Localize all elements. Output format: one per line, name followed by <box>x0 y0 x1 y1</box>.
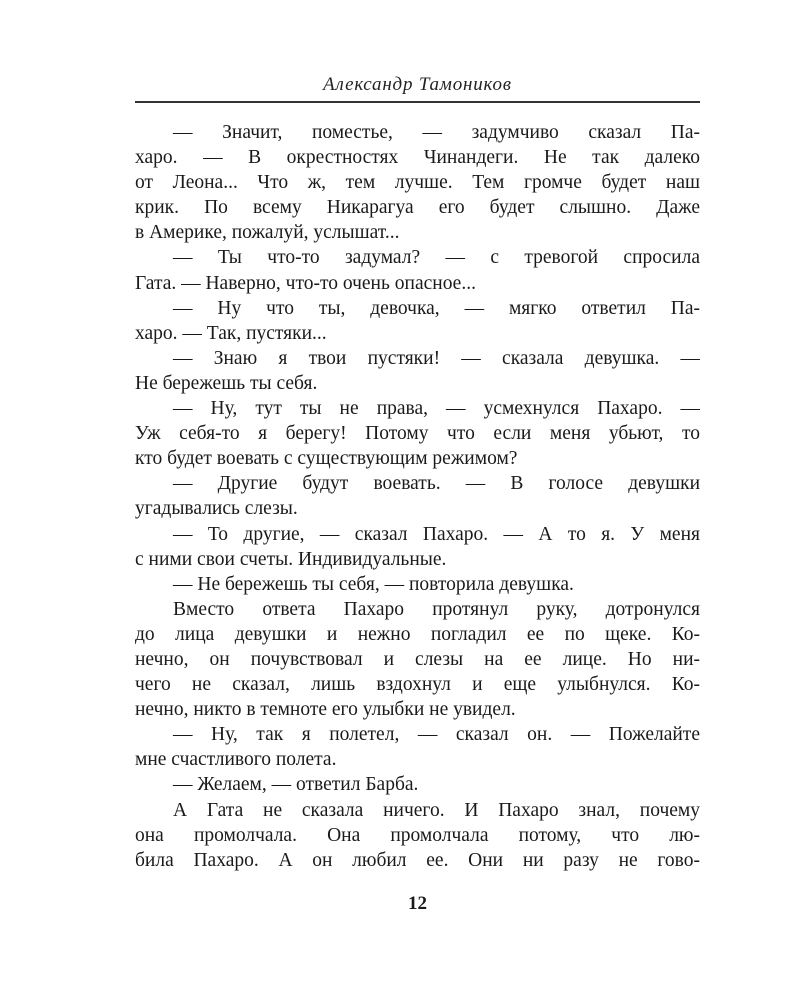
text-line: в Америке, пожалуй, услышат... <box>135 222 400 244</box>
text-line: Не бережешь ты себя. <box>135 372 318 394</box>
text-line: била Пахаро. А он любил ее. Они ни разу не гово- <box>135 849 700 871</box>
body-text <box>135 120 700 873</box>
text-line: — То другие, — сказал Пахаро. — А то я. У меня <box>173 523 700 545</box>
text-line: — Ну, тут ты не права, — усмехнулся Пахаро. — <box>173 398 700 420</box>
header-rule <box>135 101 700 103</box>
text-line: с ними свои счеты. Индивидуальные. <box>135 548 447 570</box>
text-line: до лица девушки и нежно погладил ее по щеке. Ко- <box>135 623 700 645</box>
text-line: Гата. — Наверно, что-то очень опасное... <box>135 272 476 294</box>
text-line: чего не сказал, лишь вздохнул и еще улыбнулся. Ко- <box>135 674 700 696</box>
text-line: — Желаем, — ответил Барба. <box>173 774 419 796</box>
text-line: — Ну что ты, девочка, — мягко ответил Па- <box>173 297 700 319</box>
text-line: крик. По всему Никарагуа его будет слышно. Даже <box>135 197 700 219</box>
text-line: — Значит, поместье, — задумчиво сказал Па- <box>173 122 700 143</box>
text-line: нечно, он почувствовал и слезы на ее лице. Но ни- <box>135 648 700 670</box>
running-head-author: Александр Тамоников <box>323 74 512 95</box>
page-number: 12 <box>408 893 427 914</box>
text-line: — Не бережешь ты себя, — повторила девушка. <box>173 573 574 595</box>
text-line: нечно, никто в темноте его улыбки не увидел. <box>135 699 516 721</box>
text-line: А Гата не сказала ничего. И Пахаро знал, почему <box>173 799 700 821</box>
text-line: угадывались слезы. <box>135 498 298 520</box>
text-line: мне счастливого полета. <box>135 749 337 771</box>
text-line: Вместо ответа Пахаро протянул руку, дотронулся <box>173 598 700 620</box>
text-line: Уж себя-то я берегу! Потому что если меня убьют, то <box>135 423 700 445</box>
text-line: — Знаю я твои пустяки! — сказала девушка. — <box>173 347 700 369</box>
text-line: — Ты что-то задумал? — с тревогой спросила <box>173 247 700 269</box>
text-line: от Леона... Что ж, тем лучше. Тем громче будет наш <box>135 172 700 194</box>
text-line: — Другие будут воевать. — В голосе девушки <box>173 473 700 495</box>
text-line: кто будет воевать с существующим режимом? <box>135 448 518 470</box>
text-line: — Ну, так я полетел, — сказал он. — Пожелайте <box>173 724 700 746</box>
text-line: она промолчала. Она промолчала потому, что лю- <box>135 824 700 846</box>
text-line: харо. — В окрестностях Чинандеги. Не так далеко <box>135 147 700 169</box>
text-line: харо. — Так, пустяки... <box>135 322 327 344</box>
